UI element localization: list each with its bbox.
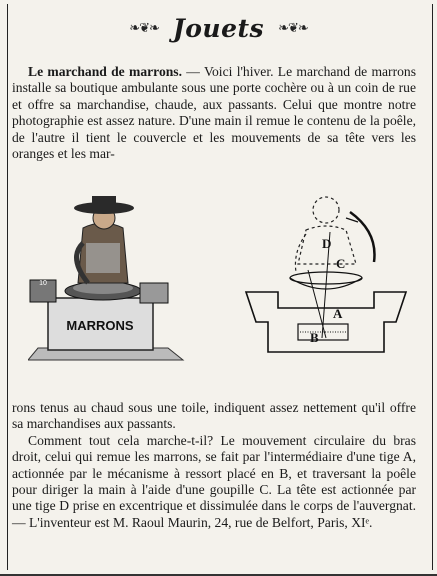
section-title: Jouets [172,13,265,43]
right-box [140,283,168,303]
label-b: B [310,330,319,345]
chestnut-seller-photo [28,188,188,368]
paragraph-1 [12,64,416,162]
paragraph-2: Comment tout cela marche-t-il? Le mouvement circulaire du bras droit, celui qui remue les marrons, se fait par l'intermédiaire d'une tige A, actionnée par le mécanisme à ressort placé en B, et traversant la poêle pour diriger la main à l'aide d'une goupille C. La tête est actionnée par une tige D prise en excentrique et dissimulée dans le corps de l'auvergnat. — L'inventeur est M. Raoul Maurin, 24, rue de Belfort, Paris, XIᵉ. [12,432,416,530]
seller-vest [86,243,120,273]
diagram-head [313,197,339,223]
mechanism-diagram [238,192,414,360]
label-c: C [336,256,346,271]
article-top [12,64,416,162]
right-ornament: ❧❦❧ [278,20,308,36]
left-ornament: ❧❦❧ [129,20,159,36]
article-bottom [12,400,416,531]
box-label: 10 [39,280,47,287]
section-header [0,8,437,48]
label-d: D [322,236,332,251]
label-a: A [333,306,343,321]
rod-a [308,270,326,338]
diagram-stand [246,292,406,352]
chestnuts [73,282,133,294]
seller-hat-crown [92,196,116,208]
paragraph-1-text: — Voici l'hiver. Le marchand de marrons installe sa boutique ambulante sous une porte cochère ou à un coin de rue et offre sa marchandise, chaude, aux passants. Celui que montre notre photographie est assez nature. D'une main il remue le contenu de la poêle, de l'autre il tient le couvercle et les mouvements de sa tête vers les oranges et les mar- [12,64,416,162]
stand-label: MARRONS [66,318,134,333]
article-lead: Le marchand de marrons. [28,64,182,79]
paragraph-1-continued: rons tenus au chaud sous une toile, indiquent assez nettement qu'il offre sa marchandises aux passants. [12,400,416,432]
diagram-lid-handle [346,218,358,222]
